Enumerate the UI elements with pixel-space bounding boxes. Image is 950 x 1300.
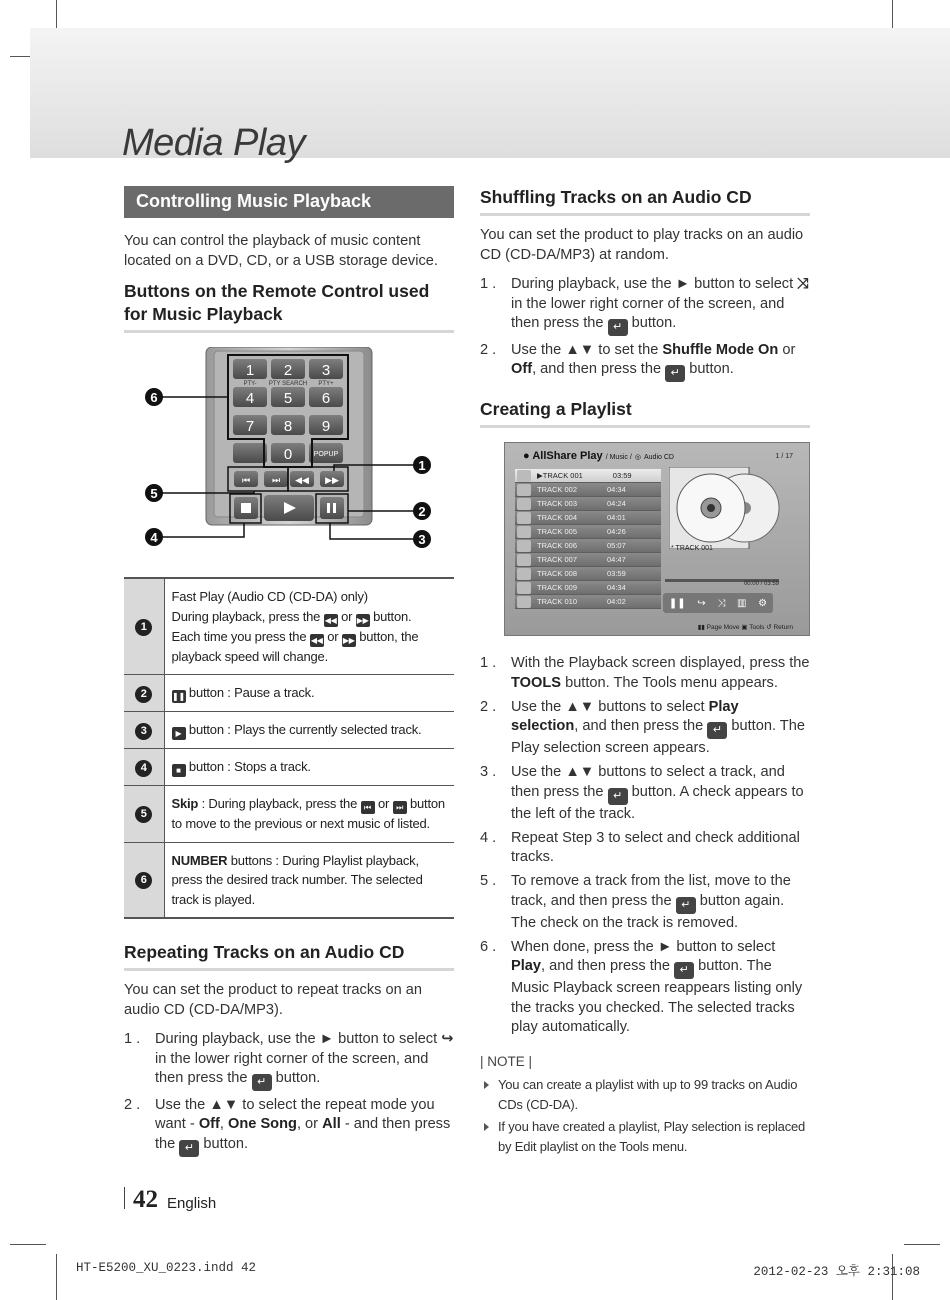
step-text: button. The Tools menu appears.: [565, 674, 778, 691]
button-legend-table: [124, 577, 454, 919]
step-text: During playback, use the ► button to select: [511, 276, 794, 292]
track-row[interactable]: [515, 511, 661, 525]
step-text: in the lower right corner of the screen, and then press the: [155, 1050, 429, 1086]
list-item: [480, 763, 810, 824]
legend-text: button : Plays the currently selected track.: [188, 722, 422, 737]
screen-page-count: 1 / 17: [775, 453, 793, 460]
repeat-icon: ↪: [697, 597, 706, 609]
playlist-heading: Creating a Playlist: [480, 398, 810, 428]
step-text: , and then press the: [541, 958, 671, 974]
keyword: One Song: [228, 1116, 297, 1132]
list-item: You can create a playlist with up to 99 tracks on Audio CDs (CD-DA).: [480, 1075, 810, 1115]
page-move-icon: ▮▮: [697, 624, 705, 631]
table-row: [124, 842, 454, 918]
enter-icon: ↵: [707, 722, 727, 739]
track-time: 04:24: [607, 499, 626, 508]
step-text: During playback, use the ► button to select: [155, 1031, 438, 1047]
enter-icon: ↵: [252, 1074, 272, 1091]
list-item: [480, 829, 810, 868]
track-row[interactable]: [515, 595, 661, 609]
skip-back-icon: ⏮: [361, 801, 375, 814]
track-name: TRACK 009: [537, 583, 578, 592]
legend-text: During playback, press the: [171, 608, 321, 624]
svg-text:⏭: ⏭: [271, 476, 281, 486]
track-name: TRACK 002: [537, 485, 578, 494]
enter-icon: ↵: [665, 365, 685, 382]
popup-label: POPUP: [313, 451, 339, 458]
player-controls: [663, 593, 773, 613]
track-name: TRACK 005: [537, 527, 578, 536]
print-slug-file: HT-E5200_XU_0223.indd 42: [76, 1261, 257, 1275]
key-label: 5: [283, 390, 293, 407]
table-row: [124, 786, 454, 843]
music-icon: ●: [523, 450, 530, 462]
crop-mark: [904, 1244, 940, 1245]
step-number: 1 .: [480, 276, 497, 292]
legend-text: button : Pause a track.: [188, 685, 315, 700]
step-text: ,: [219, 1116, 224, 1132]
notes-list: [480, 1075, 810, 1157]
intro-text: You can control the playback of music content located on a DVD, CD, or a USB storage device.: [124, 233, 438, 269]
footer-language: English: [167, 1195, 217, 1212]
allshare-screen: [504, 442, 810, 636]
step-text: , and then press the: [532, 361, 662, 377]
now-playing: * TRACK 001: [671, 545, 713, 552]
step-text: button again. The check on the track is removed.: [511, 892, 785, 931]
cd-icon: [517, 554, 531, 566]
key-label: 4: [245, 390, 255, 407]
track-time: 03:59: [612, 471, 632, 480]
step-text: Use the ▲▼ buttons to select: [511, 698, 705, 715]
key-label: 2: [283, 362, 293, 379]
step-text: button.: [275, 1070, 321, 1086]
legend-text: button : Stops a track.: [188, 759, 311, 774]
track-row[interactable]: [515, 581, 661, 595]
step-text: in the lower right corner of the screen, and then press the: [511, 295, 785, 331]
repeat-heading: Repeating Tracks on an Audio CD: [124, 941, 454, 971]
step-text: button.: [631, 315, 677, 331]
track-name: TRACK 006: [537, 541, 578, 550]
section-banner: Controlling Music Playback: [124, 186, 454, 218]
step-text: , or: [296, 1116, 319, 1132]
step-number: 6 .: [480, 938, 497, 955]
enter-icon: ↵: [608, 319, 628, 336]
step-text: - and then press the: [155, 1116, 451, 1152]
track-time: 05:07: [607, 541, 626, 550]
repeat-steps: [124, 1030, 454, 1157]
step-text: Use the ▲▼ buttons to select a track, and then press the: [511, 764, 785, 800]
cd-icon: [517, 540, 531, 552]
pty-minus-label: PTY-: [243, 381, 257, 387]
step-text: , and then press the: [574, 718, 704, 734]
legend-text: buttons : During Playlist playback, press the desired track number. The selected track is played.: [171, 852, 423, 907]
keyword: Play: [511, 958, 542, 974]
step-text: With the Playback screen displayed, press the: [511, 655, 810, 671]
crop-mark: [10, 1244, 46, 1245]
rewind-icon: ◀◀: [324, 615, 337, 625]
track-name: TRACK 010: [537, 597, 578, 606]
legend-text: or: [327, 628, 339, 644]
table-row: [124, 578, 454, 675]
step-number: 2 .: [124, 1096, 141, 1113]
legend-text: or: [341, 608, 353, 624]
list-item: [480, 275, 810, 336]
step-text: Use the ▲▼ to select the repeat mode you want -: [155, 1096, 435, 1132]
table-row: [124, 712, 454, 749]
legend-text: button.: [373, 608, 412, 624]
track-row[interactable]: [515, 553, 661, 567]
legend-title: Skip: [171, 796, 199, 811]
remote-illustration: [124, 347, 454, 557]
cd-icon: [517, 484, 531, 496]
callout-1: 1: [418, 458, 426, 473]
cd-icon: [517, 526, 531, 538]
track-name: TRACK 007: [537, 555, 578, 564]
track-name: TRACK 004: [537, 513, 578, 522]
legend-text: button to move to the previous or next music of listed.: [171, 796, 445, 831]
track-name: TRACK 008: [537, 569, 578, 578]
keyword: Off: [511, 361, 533, 377]
list-item: [480, 654, 810, 693]
step-text: button.: [203, 1135, 249, 1152]
cd-icon: [517, 596, 531, 608]
cd-icon: [517, 470, 531, 482]
step-number: 5 .: [480, 873, 497, 889]
skip-forward-icon: ⏭: [393, 801, 407, 814]
track-name: TRACK 001: [542, 471, 583, 480]
track-row[interactable]: [515, 525, 661, 539]
divider: [124, 1187, 125, 1209]
svg-text:◀◀: ◀◀: [295, 476, 309, 486]
equalizer-icon: ▥: [737, 597, 747, 609]
legend-title: Fast Play (Audio CD (CD-DA) only): [171, 589, 368, 604]
right-column: [480, 186, 810, 1159]
keyword: Shuffle Mode On: [662, 341, 779, 358]
list-item: [124, 1030, 454, 1091]
key-label: 7: [245, 418, 255, 435]
page-number-text: 42: [133, 1186, 158, 1213]
pty-plus-label: PTY+: [318, 381, 334, 387]
track-list: [515, 469, 661, 609]
legend-text: : During playback, press the: [201, 796, 358, 811]
keyword: All: [322, 1116, 341, 1132]
key-label: 6: [321, 390, 331, 407]
step-text: When done, press the ► button to select: [511, 938, 776, 955]
enter-icon: ↵: [608, 788, 628, 805]
note-heading: | NOTE |: [480, 1053, 533, 1069]
track-time: 04:01: [607, 513, 626, 522]
legend-text: Each time you press the: [171, 628, 307, 644]
settings-icon: ⚙: [758, 597, 768, 609]
legend-text: button, the playback speed will change.: [171, 628, 419, 664]
key-label: 3: [321, 362, 331, 379]
track-time: 04:34: [607, 485, 626, 494]
step-number: 4 .: [480, 829, 497, 846]
enter-icon: ↵: [179, 1140, 199, 1157]
page-title: Media Play: [122, 122, 305, 164]
keyword: TOOLS: [511, 674, 562, 691]
cd-icon: [517, 498, 531, 510]
list-item: If you have created a playlist, Play selection is replaced by Edit playlist on the Tools menu.: [480, 1117, 810, 1157]
legend-number: 4: [135, 760, 152, 777]
legend-number: 1: [135, 619, 152, 636]
step-number: 1 .: [124, 1031, 141, 1047]
disc-icon: ◎: [634, 454, 641, 461]
screen-title: [523, 450, 674, 462]
footer-hint: Page Move: [706, 624, 740, 631]
callout-3: 3: [418, 532, 426, 547]
repeat-intro: You can set the product to repeat tracks on an audio CD (CD-DA/MP3).: [124, 982, 423, 1018]
key-label: 8: [283, 418, 293, 435]
track-row[interactable]: [515, 539, 661, 553]
list-item: [480, 698, 810, 759]
enter-icon: ↵: [674, 962, 694, 979]
track-time: 03:59: [607, 569, 626, 578]
list-item: [480, 341, 810, 383]
track-row[interactable]: [515, 483, 661, 497]
screen-crumb: Audio CD: [644, 454, 674, 461]
playing-icon: ▶: [537, 471, 543, 480]
table-row: [124, 749, 454, 786]
pty-search-label: PTY SEARCH: [268, 381, 308, 387]
step-text: Use the ▲▼ to set the: [511, 341, 659, 358]
cd-icon: [517, 582, 531, 594]
shuffle-heading: Shuffling Tracks on an Audio CD: [480, 186, 810, 216]
step-text: button.: [689, 361, 734, 377]
list-item: [480, 938, 810, 1038]
track-row[interactable]: [515, 567, 661, 581]
svg-text:▶▶: ▶▶: [325, 476, 339, 486]
keyword: Play selection: [511, 698, 739, 734]
shuffle-icon: ⤨: [717, 597, 726, 609]
remote-heading: Buttons on the Remote Control used for Music Playback: [124, 280, 454, 333]
pause-icon: ❚❚: [668, 597, 686, 609]
play-icon: ▶: [172, 727, 186, 740]
legend-number: 3: [135, 723, 152, 740]
step-number: 1 .: [480, 655, 497, 671]
return-icon: ↺: [766, 624, 772, 631]
legend-number: 2: [135, 686, 152, 703]
rewind-icon: ◀◀: [310, 635, 323, 645]
play-time: 00:00 / 03:59: [743, 581, 779, 587]
tools-icon: ▣: [741, 624, 748, 631]
callout-4: 4: [150, 530, 158, 545]
key-label: 9: [321, 418, 331, 435]
shuffle-intro: You can set the product to play tracks on an audio CD (CD-DA/MP3) at random.: [480, 227, 804, 263]
cd-icon: [517, 568, 531, 580]
footer-hint: Return: [773, 624, 793, 631]
callout-2: 2: [418, 504, 426, 519]
page-number: [124, 1186, 158, 1214]
enter-icon: ↵: [676, 897, 696, 914]
stop-icon: ■: [172, 764, 186, 777]
fast-forward-icon: ▶▶: [342, 635, 355, 645]
pause-key: [320, 497, 344, 519]
key-label: 1: [245, 362, 255, 379]
pause-icon: ❚❚: [171, 692, 185, 701]
track-time: 04:26: [607, 527, 626, 536]
legend-text: or: [377, 796, 390, 811]
key-label: 0: [283, 446, 293, 463]
left-column: [124, 186, 454, 1161]
repeat-icon: ↪: [441, 1031, 454, 1047]
track-time: 04:02: [607, 597, 626, 606]
shuffle-icon: ⤨: [797, 276, 809, 292]
step-number: 2 .: [480, 341, 497, 358]
remote-control-diagram: [124, 347, 454, 557]
callout-5: 5: [150, 486, 158, 501]
track-time: 04:47: [607, 555, 626, 564]
track-row[interactable]: [515, 469, 661, 483]
shuffle-steps: [480, 275, 810, 382]
cd-icon: [517, 512, 531, 524]
print-slug-date: 2012-02-23 오후 2:31:08: [753, 1265, 920, 1279]
keyword: Off: [198, 1116, 220, 1132]
album-art: [669, 467, 785, 549]
step-number: 3 .: [480, 764, 497, 780]
track-time: 04:34: [607, 583, 626, 592]
list-item: [480, 872, 810, 933]
screen-title-text: AllShare Play: [532, 450, 603, 462]
crop-mark: [56, 1254, 57, 1300]
step-number: 2 .: [480, 698, 497, 715]
track-row[interactable]: [515, 497, 661, 511]
list-item: [124, 1096, 454, 1157]
table-row: [124, 675, 454, 712]
step-text: To remove a track from the list, move to the track, and then press the: [511, 873, 791, 909]
step-text: button. A check appears to the left of the track.: [511, 783, 804, 822]
step-text: Repeat Step 3 to select and check additional tracks.: [511, 829, 800, 865]
fast-forward-icon: ▶▶: [356, 615, 369, 625]
legend-number: 6: [135, 872, 152, 889]
step-text: button. The Play selection screen appears.: [511, 718, 805, 756]
screen-footer: [698, 623, 793, 631]
playlist-steps: [480, 654, 810, 1038]
step-text: button. The Music Playback screen reappears listing only the tracks you checked. The selected tracks play automatically.: [511, 958, 803, 1035]
step-text: or: [782, 341, 796, 358]
svg-text:⏮: ⏮: [241, 476, 251, 486]
legend-number: 5: [135, 806, 152, 823]
track-name: TRACK 003: [537, 499, 578, 508]
footer-hint: Tools: [749, 624, 765, 631]
callout-6: 6: [150, 390, 158, 405]
legend-title: NUMBER: [171, 852, 228, 868]
screen-crumb: / Music /: [605, 454, 632, 461]
